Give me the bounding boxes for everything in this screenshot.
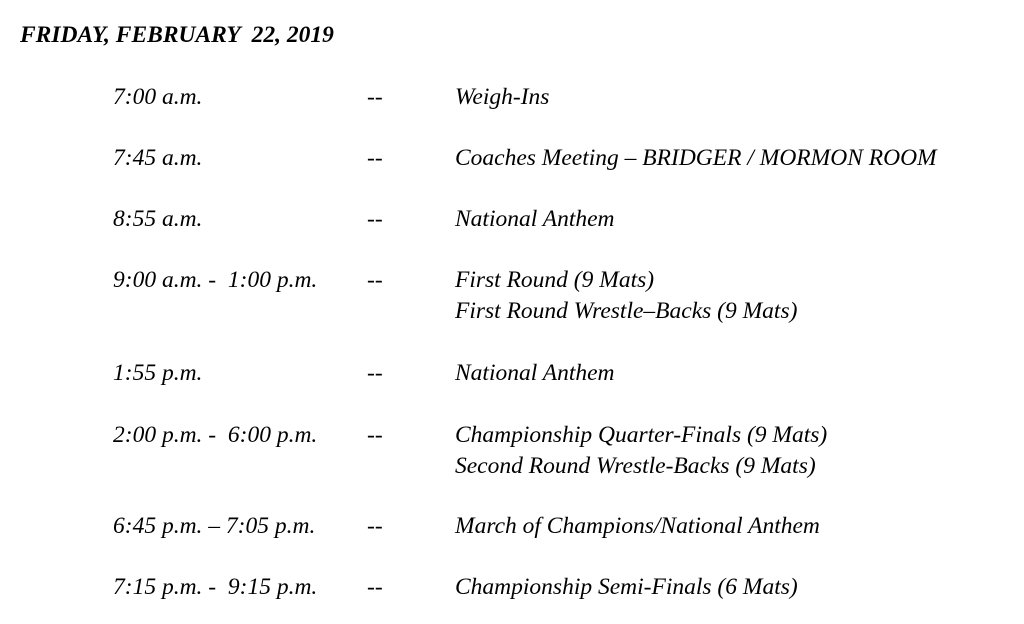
schedule-events <box>455 143 1020 174</box>
schedule-events <box>455 204 1020 235</box>
schedule-event: Weigh-Ins <box>455 84 550 110</box>
schedule-time: 6:45 p.m. – 7:05 p.m. <box>113 513 316 539</box>
schedule-events <box>455 358 1020 389</box>
schedule-events <box>455 420 1020 482</box>
schedule-time: 1:55 p.m. <box>113 360 203 386</box>
schedule-events <box>455 511 1020 542</box>
schedule-event: Second Round Wrestle-Backs (9 Mats) <box>455 453 816 479</box>
schedule-event: Championship Semi-Finals (6 Mats) <box>455 574 798 600</box>
schedule-separator: -- <box>367 513 383 539</box>
schedule-event: March of Champions/National Anthem <box>455 513 820 539</box>
schedule-time: 7:45 a.m. <box>113 145 203 171</box>
schedule-separator: -- <box>367 360 383 386</box>
schedule-events <box>455 82 1020 113</box>
schedule-separator: -- <box>367 145 383 171</box>
schedule-time: 7:00 a.m. <box>113 84 203 110</box>
schedule-event: National Anthem <box>455 206 615 232</box>
schedule-events <box>455 572 1020 603</box>
schedule-separator: -- <box>367 422 383 448</box>
schedule-event: Championship Quarter-Finals (9 Mats) <box>455 422 828 448</box>
schedule-separator: -- <box>367 574 383 600</box>
schedule-event: First Round Wrestle–Backs (9 Mats) <box>455 298 798 324</box>
schedule-time: 8:55 a.m. <box>113 206 203 232</box>
schedule-events <box>455 265 1020 327</box>
schedule-separator: -- <box>367 206 383 232</box>
schedule-heading: FRIDAY, FEBRUARY 22, 2019 <box>20 22 334 48</box>
schedule-separator: -- <box>367 84 383 110</box>
schedule-event: Coaches Meeting – BRIDGER / MORMON ROOM <box>455 145 937 171</box>
schedule-event: National Anthem <box>455 360 615 386</box>
schedule-time: 9:00 a.m. - 1:00 p.m. <box>113 267 318 293</box>
schedule-time: 2:00 p.m. - 6:00 p.m. <box>113 422 318 448</box>
schedule-time: 7:15 p.m. - 9:15 p.m. <box>113 574 318 600</box>
schedule-separator: -- <box>367 267 383 293</box>
schedule-event: First Round (9 Mats) <box>455 267 655 293</box>
